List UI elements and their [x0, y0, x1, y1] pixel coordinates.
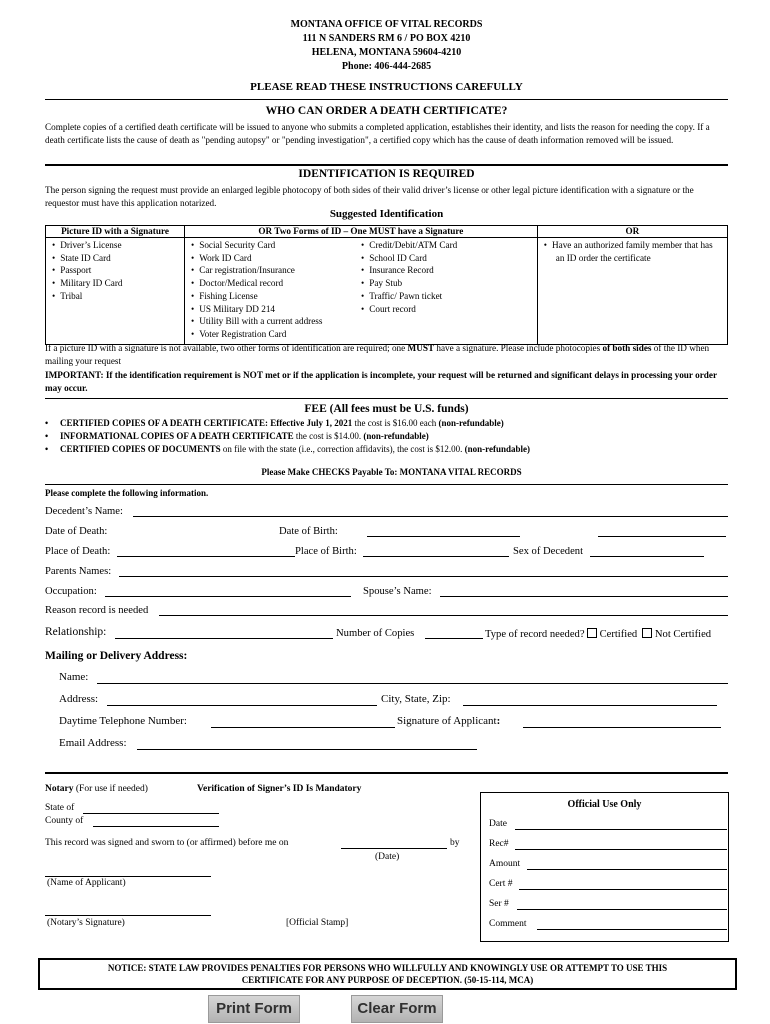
office-name: MONTANA OFFICE OF VITAL RECORDS — [290, 19, 483, 30]
office-header — [45, 18, 728, 74]
notary-hint: (For use if needed) — [73, 784, 148, 794]
number-of-copies-field[interactable] — [425, 638, 483, 639]
list-item: • Fishing License — [191, 290, 353, 303]
county-of-field[interactable] — [93, 826, 219, 827]
who-can-order-heading: WHO CAN ORDER A DEATH CERTIFICATE? — [265, 105, 508, 117]
parents-names-label: Parents Names: — [45, 566, 112, 577]
address-label: Address: — [59, 693, 99, 705]
sex-of-decedent-label: Sex of Decedent — [513, 546, 584, 557]
identification-text: The person signing the request must provide an enlarged legible photocopy of both sides of their valid driver’s license or other legal picture identification with a signature or the requestor must have this application notarized. — [45, 185, 694, 208]
signature-of-applicant-field[interactable] — [523, 727, 721, 728]
place-of-death-field[interactable] — [117, 556, 295, 557]
official-date-field[interactable] — [515, 829, 727, 830]
note-text: If a picture ID with a signature is not available, two other forms of identification are required; one — [45, 343, 408, 353]
official-rec-field[interactable] — [515, 849, 727, 850]
print-form-button[interactable]: Print Form — [208, 995, 300, 1023]
official-date-label: Date — [489, 819, 507, 829]
certified-label: Certified — [599, 629, 638, 640]
mailing-address-heading: Mailing or Delivery Address: — [45, 650, 188, 662]
official-stamp-caption: [Official Stamp] — [286, 918, 349, 928]
fee-item-note: (non-refundable) — [363, 431, 429, 441]
sex-of-decedent-field[interactable] — [590, 556, 704, 557]
list-item: • Pay Stub — [361, 277, 535, 290]
two-forms-list-a — [185, 238, 356, 345]
city-state-zip-label: City, State, Zip: — [381, 693, 451, 705]
fee-item-title: CERTIFIED COPIES OF A DEATH CERTIFICATE: Effective July 1, 2021 — [60, 418, 353, 428]
notary-label: Notary — [45, 784, 74, 794]
list-item: • Utility Bill with a current address — [191, 315, 353, 328]
list-item: • Passport — [52, 264, 182, 277]
form-intro: Please complete the following information. — [45, 488, 209, 498]
official-comment-label: Comment — [489, 919, 527, 929]
official-cert-field[interactable] — [519, 889, 727, 890]
name-of-applicant-caption: (Name of Applicant) — [47, 878, 126, 888]
office-street: 111 N SANDERS RM 6 / PO BOX 4210 — [302, 33, 471, 44]
important-note — [45, 369, 728, 395]
list-item: • Tribal — [52, 290, 182, 303]
list-item: • Traffic/ Pawn ticket — [361, 290, 535, 303]
fee-item-title: CERTIFIED COPIES OF DOCUMENTS — [60, 444, 221, 454]
signature-label-text: Signature of Applicant — [397, 715, 497, 727]
fee-item — [45, 443, 728, 456]
verification-mandatory: Verification of Signer’s ID Is Mandatory — [197, 784, 362, 794]
daytime-phone-field[interactable] — [211, 727, 395, 728]
decedent-name-label: Decedent’s Name: — [45, 506, 123, 517]
fee-item-note: (non-refundable) — [464, 444, 530, 454]
note-emphasis: of both sides — [602, 343, 652, 353]
reason-field[interactable] — [159, 615, 728, 616]
list-item: • Court record — [361, 303, 535, 316]
list-item: • Have an authorized family member that has — [544, 239, 725, 252]
fee-item-note: (non-refundable) — [438, 418, 504, 428]
list-item: • Work ID Card — [191, 252, 353, 265]
list-item: • State ID Card — [52, 252, 182, 265]
list-item: • Insurance Record — [361, 264, 535, 277]
county-of-label: County of — [45, 816, 84, 826]
notary-heading — [45, 784, 148, 794]
fee-item-cost: on file with the state (i.e., correction affidavits), the cost is $12.00. — [220, 444, 465, 454]
suggested-identification-heading: Suggested Identification — [329, 208, 444, 220]
fee-list — [45, 417, 728, 456]
city-state-zip-field[interactable] — [463, 705, 717, 706]
office-city: HELENA, MONTANA 59604-4210 — [311, 47, 462, 58]
not-certified-checkbox[interactable] — [642, 628, 652, 638]
official-rec-label: Rec# — [489, 839, 509, 849]
who-can-order-text: Complete copies of a certified death certificate will be issued to anyone who submits a completed application, establishes their identity, and lists the reason for needing the copy. If a death certificate lists the cause of death as "pending autopsy" or "pending investigation", a certified copy which has the cause of death information removed will be issued. — [45, 122, 710, 145]
signature-of-applicant-label: Signature of Applicant: — [397, 715, 501, 727]
instructions-heading: PLEASE READ THESE INSTRUCTIONS CAREFULLY — [250, 81, 523, 93]
not-certified-label: Not Certified — [654, 629, 712, 640]
place-of-birth-label: Place of Birth: — [295, 546, 357, 557]
daytime-phone-label: Daytime Telephone Number: — [59, 715, 187, 727]
note-text: have a signature. Please include photocopies — [434, 343, 603, 353]
col-picture-id-header: Picture ID with a Signature — [46, 226, 185, 238]
important-label: IMPORTANT — [45, 370, 101, 380]
identification-heading: IDENTIFICATION IS REQUIRED — [298, 168, 475, 180]
notice-text — [38, 962, 737, 986]
notice-line: NOTICE: STATE LAW PROVIDES PENALTIES FOR PERSONS WHO WILLFULLY AND KNOWINGLY USE OR ATTEMPT TO USE THIS — [107, 963, 668, 973]
fee-item — [45, 430, 728, 443]
note-text: of the ID when mailing your request — [45, 343, 710, 366]
office-phone: Phone: 406-444-2685 — [341, 61, 432, 72]
notary-signature-field[interactable] — [45, 915, 211, 916]
official-amount-field[interactable] — [527, 869, 727, 870]
list-item: • Voter Registration Card — [191, 328, 353, 341]
relationship-label: Relationship: — [45, 626, 107, 638]
sworn-statement-label: This record was signed and sworn to (or affirmed) before me on — [45, 838, 289, 848]
certified-checkbox[interactable] — [587, 628, 597, 638]
email-label: Email Address: — [59, 737, 127, 749]
divider — [45, 772, 728, 774]
spouse-name-field[interactable] — [440, 596, 728, 597]
list-item: • Military ID Card — [52, 277, 182, 290]
relationship-field[interactable] — [115, 638, 333, 639]
note-emphasis: MUST — [407, 343, 435, 353]
notice-line: CERTIFICATE FOR ANY PURPOSE OF DECEPTION. (50-15-114, MCA) — [241, 975, 534, 985]
date-of-death-label: Date of Death: — [45, 526, 108, 537]
list-item: • US Military DD 214 — [191, 303, 353, 316]
sworn-date-field[interactable] — [341, 848, 447, 849]
type-of-record-label: Type of record needed? — [485, 629, 585, 640]
name-label: Name: — [59, 671, 89, 683]
sworn-by-label: by — [450, 838, 460, 848]
notary-signature-caption: (Notary’s Signature) — [47, 918, 125, 928]
official-amount-label: Amount — [489, 859, 521, 869]
list-item: • Doctor/Medical record — [191, 277, 353, 290]
number-of-copies-label: Number of Copies — [336, 628, 415, 639]
type-of-record — [485, 628, 711, 640]
divider — [45, 398, 728, 399]
list-item: • Credit/Debit/ATM Card — [361, 239, 535, 252]
fee-item-title: INFORMATIONAL COPIES OF A DEATH CERTIFICATE — [60, 431, 294, 441]
fee-item-cost: the cost is $14.00. — [293, 431, 364, 441]
fee-item-cost: the cost is $16.00 each — [352, 418, 439, 428]
fee-item — [45, 417, 728, 430]
place-of-birth-field[interactable] — [363, 556, 509, 557]
official-ser-label: Ser # — [489, 899, 509, 909]
decedent-name-field[interactable] — [133, 516, 728, 517]
picture-id-list — [46, 238, 185, 345]
official-comment-field[interactable] — [537, 929, 727, 930]
form-page — [45, 0, 728, 1024]
col-or-header: OR — [537, 226, 727, 238]
address-field[interactable] — [107, 705, 377, 706]
important-text: : If the identification requirement is NOT met or if the application is incomplete, your request will be returned and significant delays in processing your order may occur. — [45, 370, 717, 393]
state-of-field[interactable] — [83, 813, 219, 814]
identification-table — [45, 225, 728, 345]
list-item: • School ID Card — [361, 252, 535, 265]
clear-form-button[interactable]: Clear Form — [351, 995, 443, 1023]
official-ser-field[interactable] — [517, 909, 727, 910]
name-field[interactable] — [97, 683, 728, 684]
spouse-name-label: Spouse’s Name: — [363, 586, 432, 597]
date-of-birth-label: Date of Birth: — [279, 526, 338, 537]
email-field[interactable] — [137, 749, 477, 750]
official-cert-label: Cert # — [489, 879, 513, 889]
list-item: • Driver’s License — [52, 239, 182, 252]
checks-payable: Please Make CHECKS Payable To: MONTANA VITAL RECORDS — [261, 467, 522, 477]
list-item: • Social Security Card — [191, 239, 353, 252]
fee-heading: FEE (All fees must be U.S. funds) — [304, 403, 469, 415]
reason-label: Reason record is needed — [45, 605, 149, 616]
place-of-death-label: Place of Death: — [45, 546, 111, 557]
divider — [45, 484, 728, 485]
date-caption: (Date) — [375, 852, 400, 862]
col-two-forms-header: OR Two Forms of ID – One MUST have a Signature — [185, 226, 538, 238]
name-of-applicant-field[interactable] — [45, 876, 211, 877]
date-of-death-field[interactable] — [598, 536, 726, 537]
occupation-field[interactable] — [105, 596, 351, 597]
divider — [45, 164, 728, 166]
identification-note — [45, 342, 728, 368]
divider — [45, 99, 728, 100]
family-member-option — [537, 238, 727, 345]
list-item-continued: an ID order the certificate — [555, 252, 651, 263]
date-of-birth-field[interactable] — [367, 536, 520, 537]
official-use-title: Official Use Only — [567, 799, 642, 810]
list-item: • Car registration/Insurance — [191, 264, 353, 277]
two-forms-list-b — [355, 238, 537, 345]
state-of-label: State of — [45, 803, 75, 813]
occupation-label: Occupation: — [45, 586, 97, 597]
parents-names-field[interactable] — [119, 576, 728, 577]
